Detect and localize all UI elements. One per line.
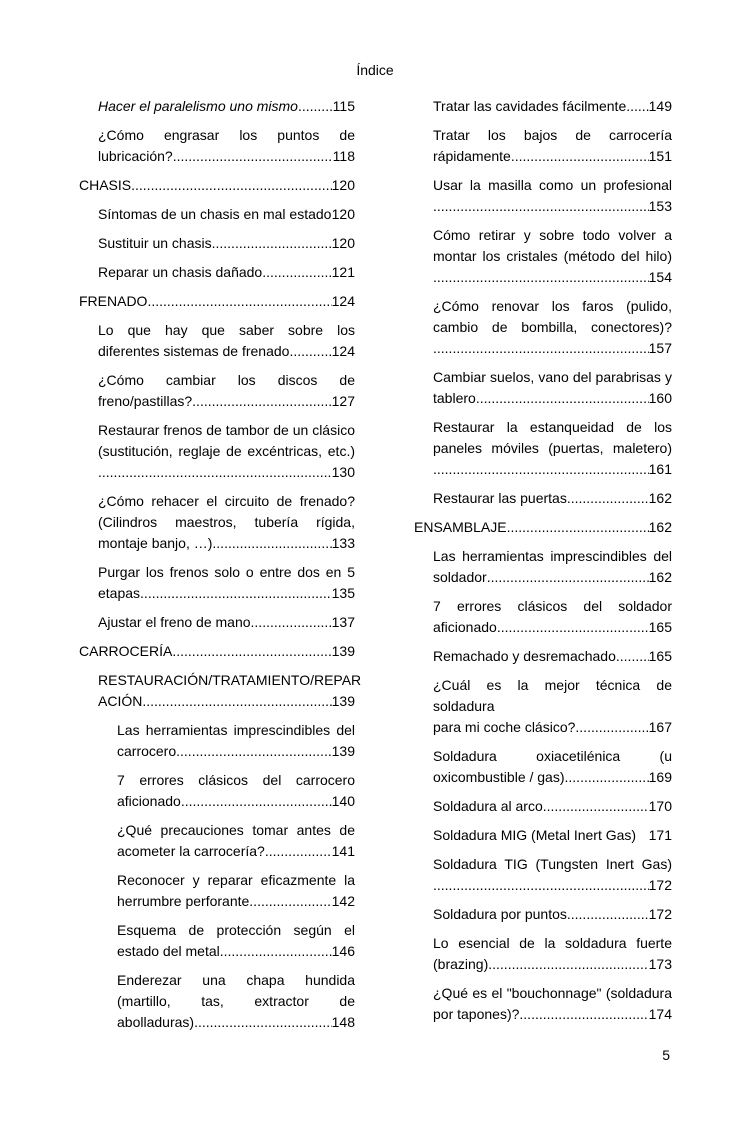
toc-entry-last-line [98,233,355,254]
toc-entry[interactable] [414,825,672,846]
toc-entry-line: ¿Cómo cambiar los discos de [98,372,355,388]
toc-entry[interactable] [414,296,672,359]
toc-entry-last-line [79,291,355,312]
toc-entry-page: 165 [648,619,672,635]
toc-entry-page: 127 [331,393,355,409]
dot-leader [511,146,649,167]
toc-entry-page: 160 [648,390,672,406]
toc-entry[interactable] [79,970,355,1033]
dot-leader [519,1004,648,1025]
toc-entry-page: 142 [331,893,355,909]
toc-entry-last-line [117,891,355,912]
toc-entry-page: 165 [648,648,672,664]
dot-leader [212,533,331,554]
toc-entry-page: 141 [331,843,355,859]
toc-entry-line: ¿Cómo engrasar los puntos de [98,127,355,143]
dot-leader [181,791,332,812]
toc-entry-title: acometer la carrocería? [117,843,265,859]
toc-entry-page: 151 [648,148,672,164]
dot-leader [251,612,332,633]
toc-entry-title: Síntomas de un chasis en mal estado [98,206,332,222]
toc-entry-line: ¿Qué es el "bouchonnage" (soldadura [433,985,672,1001]
toc-entry-last-line [433,875,672,896]
toc-entry[interactable] [79,420,355,483]
toc-entry-last-line [433,904,672,925]
dot-leader [433,196,649,217]
dot-leader [433,459,649,480]
toc-entry[interactable] [414,96,672,117]
toc-entry-title: Tratar las cavidades fácilmente [433,98,627,114]
toc-entry-last-line [433,267,672,288]
dot-leader [575,717,648,738]
toc-entry[interactable] [414,367,672,409]
toc-entry-last-line [117,741,355,762]
page-number: 5 [662,1047,670,1063]
toc-entry-line: Lo que hay que saber sobre los [98,322,355,338]
dot-leader [265,841,332,862]
toc-entry-page: 153 [648,198,672,214]
dot-leader [249,891,331,912]
toc-left-column [79,96,362,1041]
toc-entry[interactable] [79,370,355,412]
toc-entry-line: (sustitución, reglaje de excéntricas, etc.) [98,443,355,459]
dot-leader [194,1012,332,1033]
toc-entry-title: ENSAMBLAJE [414,519,507,535]
toc-entry-title: Hacer el paralelismo uno mismo [98,98,298,114]
toc-entry-last-line [433,196,672,217]
toc-entry[interactable] [79,641,355,662]
toc-entry-title: freno/pastillas? [98,393,193,409]
toc-entry[interactable] [79,175,355,196]
toc-entry-last-line [98,146,355,167]
dot-leader [140,583,332,604]
toc-entry-title: Sustituir un chasis [98,235,212,251]
toc-entry-last-line [98,96,355,117]
toc-entry-line: Soldadura TIG (Tungsten Inert Gas) [433,856,672,872]
dot-leader [172,641,331,662]
toc-entry-last-line [433,617,672,638]
dot-leader [212,233,332,254]
toc-entry-page: 154 [648,269,672,285]
toc-entry-page: 137 [331,614,355,630]
toc-entry-line: Lo esencial de la soldadura fuerte [433,935,672,951]
toc-entry-page: 130 [331,464,355,480]
dot-leader [497,617,649,638]
toc-entry[interactable] [414,904,672,925]
toc-entry-page: 161 [648,461,672,477]
dot-leader [98,462,332,483]
toc-entry-title: Soldadura MIG (Metal Inert Gas) [433,827,637,843]
toc-entry[interactable] [79,820,355,862]
toc-entry-last-line [433,796,672,817]
toc-entry[interactable] [79,125,355,167]
toc-entry[interactable] [79,670,362,712]
toc-entry-last-line [433,459,672,480]
toc-entry[interactable] [414,933,672,975]
dot-leader [488,954,648,975]
toc-entry-page: 139 [331,643,355,659]
dot-leader [487,567,649,588]
dot-leader [507,517,649,538]
toc-entry-page: 171 [648,827,672,843]
toc-entry-last-line [98,583,355,604]
dot-leader [567,488,649,509]
toc-entry-title: carrocero [117,743,177,759]
dot-leader [433,338,649,359]
toc-entry[interactable] [79,491,355,554]
toc-entry-page: 149 [648,98,672,114]
toc-entry-title: rápidamente [433,148,511,164]
toc-entry-page: 170 [648,798,672,814]
toc-entry-title: CHASIS [79,177,132,193]
toc-entry[interactable] [414,854,672,896]
toc-entry-page: 162 [648,519,672,535]
toc-entry[interactable] [414,546,672,588]
toc-entry[interactable] [414,675,672,738]
dot-leader [567,904,649,925]
dot-leader [142,691,331,712]
toc-entry-title: Soldadura al arco [433,798,543,814]
toc-entry-title: estado del metal [117,943,220,959]
dot-leader [565,767,649,788]
toc-entry-last-line [433,1004,672,1025]
toc-entry[interactable] [79,920,355,962]
toc-entry[interactable] [414,646,672,667]
toc-entry-page: 124 [331,343,355,359]
toc-entry-line: Las herramientas imprescindibles del [117,722,355,738]
toc-entry-last-line [98,391,355,412]
toc-entry-page: 169 [648,769,672,785]
toc-entry-page: 172 [648,877,672,893]
toc-entry[interactable] [79,262,355,283]
toc-entry[interactable] [414,175,672,217]
toc-entry-title: herrumbre perforante [117,893,250,909]
toc-entry-title: ACIÓN [98,693,143,709]
toc-entry-line: Soldadura oxiacetilénica (u [433,748,672,764]
toc-right-column [414,96,672,1033]
toc-entry-title: lubricación? [98,148,173,164]
toc-entry-line: Restaurar la estanqueidad de los [433,419,672,435]
toc-entry-last-line [433,717,672,738]
toc-entry-page: 172 [648,906,672,922]
toc-entry-line: cambio de bombilla, conectores)? [433,319,672,335]
toc-entry-last-line [433,646,672,667]
dot-leader [220,941,332,962]
toc-entry[interactable] [79,204,355,225]
toc-entry-page: 139 [331,743,355,759]
toc-entry-line: Tratar los bajos de carrocería [433,127,672,143]
toc-entry[interactable] [79,233,355,254]
toc-entry-title: oxicombustible / gas) [433,769,565,785]
dot-leader [433,267,649,288]
toc-entry[interactable] [414,225,672,288]
toc-entry[interactable] [79,320,355,362]
toc-entry-line: paneles móviles (puertas, maletero) [433,440,672,456]
toc-entry-title: tablero [433,390,476,406]
toc-entry-page: 173 [648,956,672,972]
toc-entry-line: RESTAURACIÓN/TRATAMIENTO/REPAR [98,672,362,688]
toc-entry-last-line [117,841,355,862]
toc-entry-page: 174 [648,1006,672,1022]
toc-entry-title: Soldadura por puntos [433,906,567,922]
toc-entry-line: Restaurar frenos de tambor de un clásico [98,422,355,438]
toc-entry-last-line [98,341,355,362]
toc-entry-last-line [414,517,672,538]
toc-entry-line: Usar la masilla como un profesional [433,177,672,193]
toc-entry-page: 162 [648,490,672,506]
toc-entry-line: Purgar los frenos solo o entre dos en 5 [98,564,355,580]
toc-entry-page: 162 [648,569,672,585]
toc-entry-page: 140 [331,793,355,809]
toc-entry-last-line [433,954,672,975]
toc-entry-last-line [98,691,355,712]
toc-entry-line: Las herramientas imprescindibles del [433,548,672,564]
toc-entry-last-line [117,791,355,812]
toc-entry-line: 7 errores clásicos del soldador [433,598,672,614]
toc-entry[interactable] [414,488,672,509]
toc-entry-line: ¿Cuál es la mejor técnica de soldadura [433,677,672,714]
toc-entry-page: 121 [331,264,355,280]
toc-entry[interactable] [414,596,672,638]
dot-leader [298,96,333,117]
toc-entry-title: montaje banjo, …) [98,535,213,551]
toc-entry-last-line [98,462,355,483]
toc-entry-line: ¿Cómo rehacer el circuito de frenado? [98,493,355,509]
toc-entry-page: 133 [331,535,355,551]
toc-entry-last-line [433,488,672,509]
toc-entry[interactable] [79,291,355,312]
dot-leader [626,96,648,117]
toc-entry-title: Remachado y desremachado [433,648,616,664]
toc-entry-line: Cómo retirar y sobre todo volver a [433,227,672,243]
toc-entry-title: (brazing) [433,956,489,972]
toc-entry[interactable] [79,562,355,604]
toc-entry-line: 7 errores clásicos del carrocero [117,772,355,788]
toc-entry[interactable] [79,870,355,912]
toc-entry-last-line [98,204,355,225]
toc-entry-page: 118 [332,148,355,164]
toc-entry-page: 120 [331,206,355,222]
toc-entry-line: Enderezar una chapa hundida [117,972,355,988]
toc-entry-last-line [433,567,672,588]
toc-entry-page: 146 [331,943,355,959]
toc-entry[interactable] [414,517,672,538]
dot-leader [192,391,331,412]
toc-entry-last-line [79,641,355,662]
dot-leader [262,262,331,283]
dot-leader [289,341,331,362]
toc-entry-title: Ajustar el freno de mano [98,614,251,630]
toc-entry-title: soldador [433,569,487,585]
toc-entry-line: montar los cristales (método del hilo) [433,248,672,264]
toc-entry-last-line [433,825,672,846]
toc-entry-title: aficionado [117,793,181,809]
toc-entry[interactable] [79,770,355,812]
toc-entry-title: CARROCERÍA [79,643,173,659]
page-header-title: Índice [356,62,394,78]
dot-leader [131,175,332,196]
toc-entry[interactable] [414,125,672,167]
toc-entry-line: ¿Cómo renovar los faros (pulido, [433,298,672,314]
dot-leader [616,646,649,667]
toc-entry-line: Esquema de protección según el [117,922,355,938]
toc-entry-page: 120 [331,177,355,193]
toc-entry[interactable] [414,417,672,480]
toc-entry[interactable] [414,746,672,788]
toc-entry-title: etapas [98,585,141,601]
toc-entry-line: (Cilindros maestros, tubería rígida, [98,514,355,530]
toc-entry-title: Restaurar las puertas [433,490,567,506]
toc-entry-page: 157 [648,340,672,356]
toc-entry-page: 120 [331,235,355,251]
toc-entry-title: FRENADO [79,293,148,309]
toc-entry-line: Cambiar suelos, vano del parabrisas y [433,369,672,385]
toc-entry[interactable] [79,612,355,633]
toc-entry-last-line [433,767,672,788]
toc-entry-last-line [433,146,672,167]
toc-entry-last-line [98,533,355,554]
toc-entry-last-line [117,1012,355,1033]
dot-leader [543,796,649,817]
toc-entry-line: (martillo, tas, extractor de [117,993,355,1009]
toc-entry-line: Reconocer y reparar eficazmente la [117,872,355,888]
toc-entry-last-line [433,96,672,117]
toc-entry[interactable] [414,796,672,817]
toc-entry-last-line [98,612,355,633]
toc-entry-title: por tapones)? [433,1006,520,1022]
toc-entry-last-line [433,388,672,409]
toc-entry-last-line [433,338,672,359]
toc-entry-title: aficionado [433,619,497,635]
toc-entry-page: 148 [331,1014,355,1030]
toc-entry-last-line [79,175,355,196]
toc-entry-page: 124 [331,293,355,309]
dot-leader [147,291,331,312]
dot-leader [476,388,649,409]
toc-entry[interactable] [79,96,355,117]
toc-entry-title: Reparar un chasis dañado [98,264,263,280]
toc-entry-page: 167 [648,719,672,735]
toc-entry-page: 139 [331,693,355,709]
toc-entry-last-line [117,941,355,962]
toc-entry-page: 115 [332,98,355,114]
toc-entry-title: diferentes sistemas de frenado [98,343,290,359]
toc-entry-line: ¿Qué precauciones tomar antes de [117,822,355,838]
toc-entry-title: para mi coche clásico? [433,719,576,735]
toc-entry[interactable] [79,720,355,762]
toc-entry-last-line [98,262,355,283]
dot-leader [433,875,649,896]
dot-leader [176,741,332,762]
toc-entry[interactable] [414,983,672,1025]
toc-entry-title: abolladuras) [117,1014,195,1030]
toc-entry-page: 135 [331,585,355,601]
dot-leader [173,146,333,167]
